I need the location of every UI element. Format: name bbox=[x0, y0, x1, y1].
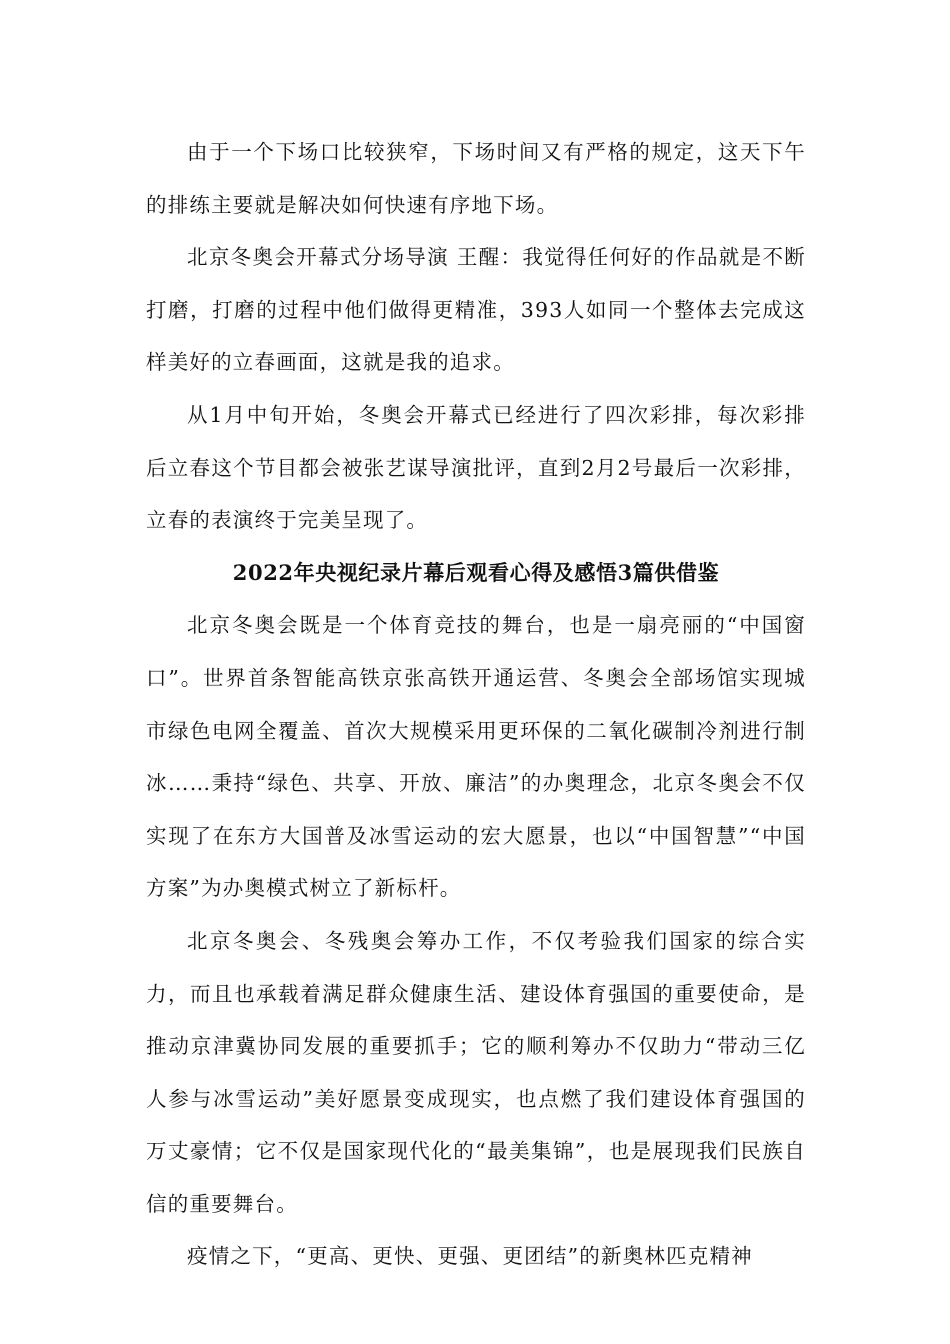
paragraph-preparation-work: 北京冬奥会、冬残奥会筹办工作，不仅考验我们国家的综合实力，而且也承载着满足群众健康生活、建设体育强国的重要使命，是推动京津冀协同发展的重要抓手；它的顺利筹办不仅助力“带动三亿人参与冰雪运动”美好愿景变成现实，也点燃了我们建设体育强国的万丈豪情；它不仅是国家现代化的“最美集锦”，也是展现我们民族自信的重要舞台。 bbox=[146, 928, 806, 1216]
paragraph-downstage-rehearsal: 由于一个下场口比较狭窄，下场时间又有严格的规定，这天下午的排练主要就是解决如何快速有序地下场。 bbox=[146, 140, 806, 217]
paragraph-rehearsal-history: 从1月中旬开始，冬奥会开幕式已经进行了四次彩排，每次彩排后立春这个节目都会被张艺谋导演批评，直到2月2号最后一次彩排，立春的表演终于完美呈现了。 bbox=[146, 402, 806, 533]
section-heading: 2022年央视纪录片幕后观看心得及感悟3篇供借鉴 bbox=[232, 559, 720, 585]
paragraph-olympic-spirit: 疫情之下，“更高、更快、更强、更团结”的新奥林匹克精神 bbox=[187, 1244, 753, 1269]
paragraph-director-quote: 北京冬奥会开幕式分场导演 王醒：我觉得任何好的作品就是不断打磨，打磨的过程中他们做得更精准，393人如同一个整体去完成这样美好的立春画面，这就是我的追求。 bbox=[146, 245, 806, 375]
document-page bbox=[146, 126, 806, 1283]
paragraph-china-window: 北京冬奥会既是一个体育竞技的舞台，也是一扇亮丽的“中国窗口”。世界首条智能高铁京张高铁开通运营、冬奥会全部场馆实现城市绿色电网全覆盖、首次大规模采用更环保的二氧化碳制冷剂进行制冰……秉持“绿色、共享、开放、廉洁”的办奥理念，北京冬奥会不仅实现了在东方大国普及冰雪运动的宏大愿景，也以“中国智慧”“中国方案”为办奥模式树立了新标杆。 bbox=[146, 613, 806, 901]
